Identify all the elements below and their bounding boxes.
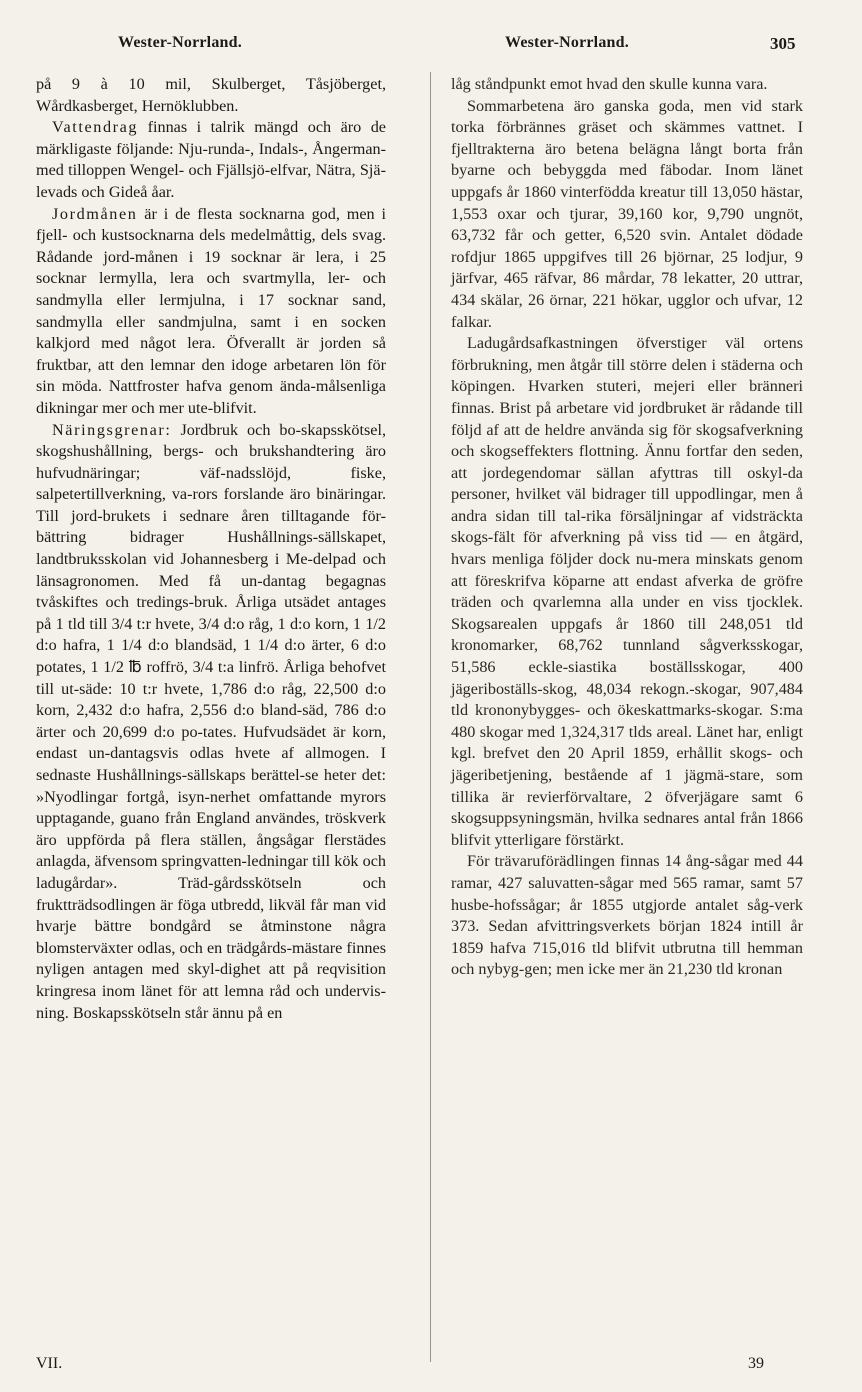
running-header-right: Wester-Norrland.	[505, 34, 629, 51]
paragraph: Näringsgrenar: Jordbruk och bo-skapsskötsel, skogshushållning, bergs- och brukshandtering äro hufvudnäringar; väf-nadsslöjd, fiske, salpetertillverkning, va-rors forslande äro binäringar. Till jord-brukets i sednare åren tilltagande för-bättring bidrager Hushållnings-sällskapet, landtbruksskolan vid Johannesberg i Me-delpad och länsagronomen. Med få un-dantag begagnas tvåskiftes och tredings-bruk. Årliga utsädet antages på 1 tld till 3/4 t:r hvete, 3/4 d:o råg, 1 d:o korn, 1 1/2 d:o hafra, 1 1/4 d:o blandsäd, 1 1/4 d:o ärter, 6 d:o potates, 1 1/2 ℔ roffrö, 3/4 t:a linfrö. Årliga behofvet till ut-säde: 10 t:r hvete, 1,786 d:o råg, 22,500 d:o korn, 2,432 d:o hafra, 2,556 d:o bland-säd, 786 d:o ärter och 20,699 d:o po-tates. Hufvudsädet är korn, endast un-dantagsvis odlas hvete af allmogen. I sednaste Hushållnings-sällskaps berättel-se heter det: »Nyodlingar fortgå, isyn-nerhet omfattande myrors upptagande, guano från England användes, tröskverk äro uppförda på flera ställen, ångsågar flerstädes anlagda, äfvensom springvatten-ledningar till kök och ladugårdar». Träd-gårdsskötseln och fruktträdsodlingen är föga utbredd, likväl får man vid hvarje bättre bondgård se åtminstone några blomsterväxter odlas, och en trädgårds-mästare finnes nyligen antagen med skyl-dighet att på reqvisition kringresa inom länet för att lemna råd och undervis-ning. Boskapsskötseln står ännu på en	[36, 420, 386, 1022]
right-column	[451, 74, 803, 981]
catchword: 39	[748, 1355, 764, 1372]
paragraph: Jordmånen är i de flesta socknarna god, men i fjell- och kustsocknarna dels medelmåttig, dels svag. Rådande jord-månen i 19 socknar är lera, i 25 socknar lermylla, lera och svartmylla, ler- och sandmylla eller lermjulna, i 17 socknar sand, sandmylla eller sandmjulna, samt i en socken kalkjord med något lera. Öfverallt är jorden så fruktbar, att den lemnar den idoge arbetaren lön för sin möda. Nattfroster hafva genom ända-målsenliga dikningar mer och mer ute-blifvit.	[36, 204, 386, 417]
spaced-keyword: Jordmånen	[52, 204, 138, 223]
spaced-keyword: Vattendrag	[52, 118, 139, 137]
paragraph: låg ståndpunkt emot hvad den skulle kunna vara.	[451, 75, 768, 93]
signature-mark: VII.	[36, 1355, 63, 1372]
column-divider	[430, 72, 431, 1362]
paragraph: Vattendrag finnas i talrik mängd och äro de märkligaste följande: Nju-runda-, Indals-, Ångerman- med tilloppen Wengel- och Fjällsjö-elfvar, Nätra, Sjä-levads och Gideå åar.	[36, 118, 386, 201]
page-number: 305	[770, 34, 796, 53]
running-header-left: Wester-Norrland.	[118, 34, 242, 51]
paragraph: på 9 à 10 mil, Skulberget, Tåsjöberget, Wårdkasberget, Hernöklubben.	[36, 75, 386, 115]
left-column	[36, 74, 386, 1024]
paragraph: För trävaruförädlingen finnas 14 ång-sågar med 44 ramar, 427 saluvatten-sågar med 565 ramar, samt 57 husbe-hofssågar; år 1855 utgjorde antalet såg-verk 373. Sedan afvittringsverkets början 1824 intill år 1859 hafva 715,016 tld blifvit utbrutna till hemman och nybyg-gen; men icke mer än 21,230 tld kronan	[451, 852, 803, 979]
spaced-keyword: Näringsgrenar:	[52, 420, 172, 439]
paragraph: Ladugårdsafkastningen öfverstiger väl ortens förbrukning, men åtgår till större delen i städerna och köpingen. Hvarken stuteri, mejeri eller bränneri finnas. Brist på arbetare vid jordbruket är rådande till följd af att de heldre använda sig för skogsafverkning och skogseffekters flottning. Ännu fortfar den seden, att jordegendomar sällan afyttras till oskyl-da personer, hvilket väl bidrager till uppodlingar, men å andra sidan till tal-rika försäljningar af vidsträckta skogs-fält för afverkning på viss tid — en åtgärd, hvars menliga följder dock nu-mera minskats genom att föreskrifva köparne att endast afverka de gröfre träden och qvarlemna alla under en viss tjocklek. Skogsarealen uppgafs år 1860 till 248,051 tld kronomarker, 68,762 tunnland sågverksskogar, 51,586 eckle-siastika boställsskogar, 400 jägeriboställs-skog, 48,034 rekogn.-skogar, 907,484 tld krononybygges- och ökeskattmarks-skogar. S:ma 480 skogar med 1,324,317 tlds areal. Länet har, enligt kgl. brefvet den 20 April 1859, erhållit skogs- och jägeribetjening, bestående af 1 jägmä-stare, som tillika är revierförvaltare, 2 öfverjägare samt 6 skogsuppsyningsmän, hvilka sednares antal från 1866 blifvit ytterligare förstärkt.	[451, 334, 803, 849]
paragraph: Sommarbetena äro ganska goda, men vid stark torka förbrännes gräset och skämmes vattnet. I fjelltrakterna äro betena belägna långt borta från byarne och bebyggda med fäbodar. Inom länet uppgafs år 1860 vinterfödda kreatur till 13,050 hästar, 1,553 oxar och tjurar, 39,160 kor, 9,790 ungnöt, 63,732 får och getter, 6,520 svin. Antalet dödade rofdjur 1865 uppgifves till 26 björnar, 25 lodjur, 9 järfvar, 465 räfvar, 86 mårdar, 78 lekatter, 20 uttrar, 434 skälar, 26 örnar, 221 hökar, ugglor och ufvar, 12 falkar.	[451, 96, 803, 331]
